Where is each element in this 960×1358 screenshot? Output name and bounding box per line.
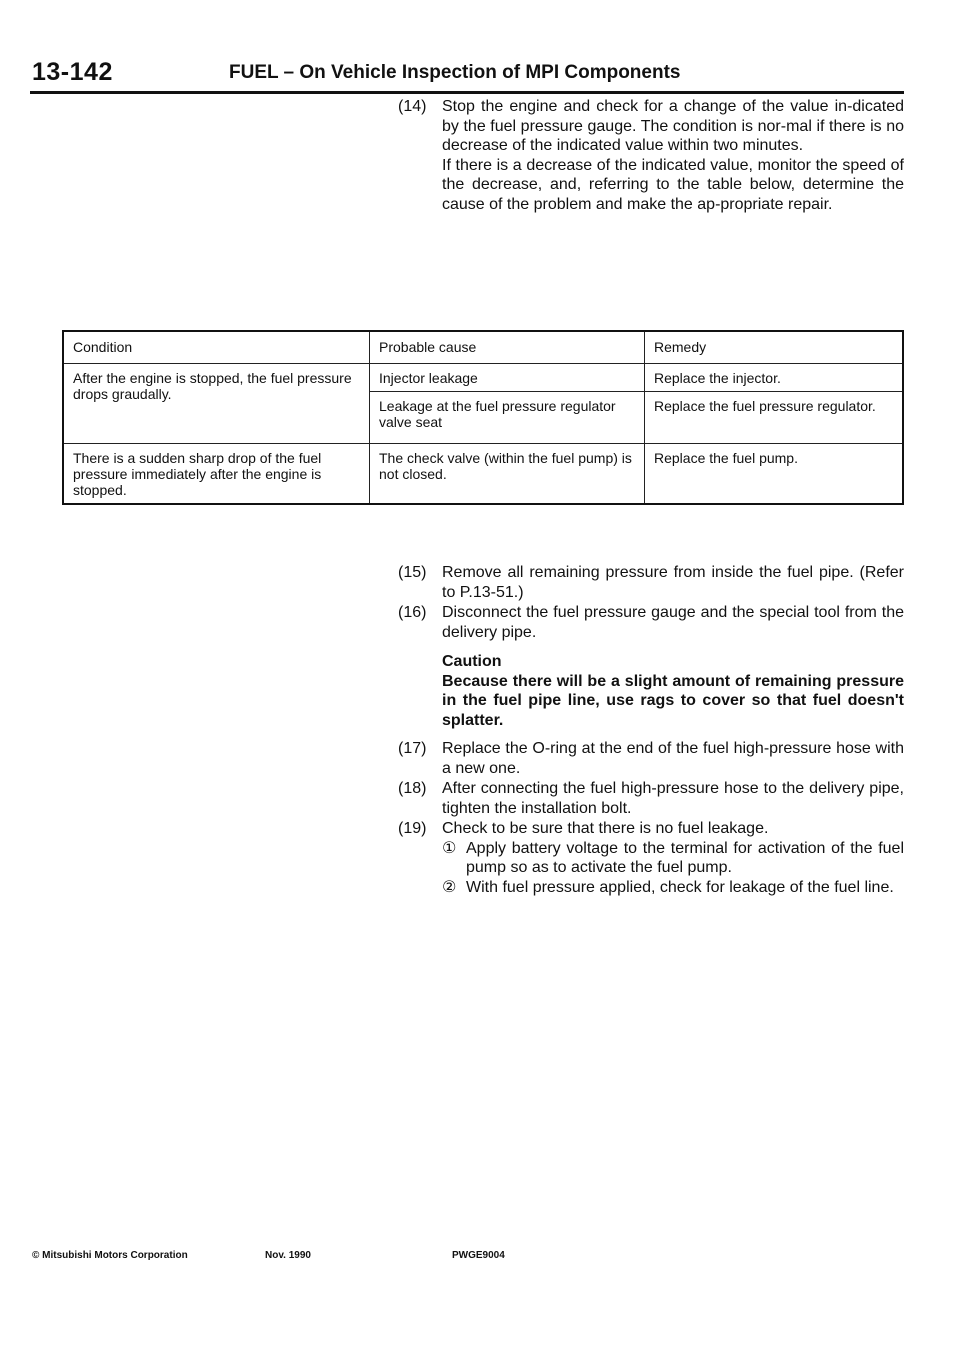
section-title: FUEL – On Vehicle Inspection of MPI Components	[229, 62, 681, 83]
step-16	[398, 603, 904, 642]
step-text: If there is a decrease of the indicated value, monitor the speed of the decrease, and, referring to the table below, determine the cause of the problem and make the ap-propriate repair.	[442, 156, 904, 213]
table-cell-remedy: Replace the fuel pressure regulator.	[645, 392, 904, 444]
step-number: (19)	[398, 820, 427, 837]
steps-upper	[398, 97, 904, 215]
caution-note	[442, 652, 904, 730]
header-rule	[30, 91, 904, 94]
step-18	[398, 779, 904, 818]
table-header-cell: Probable cause	[370, 331, 645, 364]
circled-number: ②	[442, 878, 457, 896]
step-text: Disconnect the fuel pressure gauge and the special tool from the delivery pipe.	[442, 604, 904, 641]
step-19	[398, 819, 904, 897]
step-number: (16)	[398, 604, 427, 621]
step-14	[398, 97, 904, 214]
step-text: After connecting the fuel high-pressure hose to the delivery pipe, tighten the installation bolt.	[442, 780, 904, 817]
circled-number: ①	[442, 839, 457, 857]
step-text: Remove all remaining pressure from inside the fuel pipe. (Refer to P.13-51.)	[442, 564, 904, 601]
substep-1	[442, 839, 904, 878]
page-header	[32, 58, 907, 92]
caution-text: Because there will be a slight amount of remaining pressure in the fuel pipe line, use rags to cover so that fuel doesn't splatter.	[442, 672, 904, 729]
table-cell-cause: Leakage at the fuel pressure regulator valve seat	[370, 392, 645, 444]
step-number: (18)	[398, 780, 427, 797]
table-cell-cause: Injector leakage	[370, 364, 645, 392]
step-17	[398, 739, 904, 778]
step-number: (15)	[398, 564, 427, 581]
table-cell-condition: There is a sudden sharp drop of the fuel pressure immediately after the engine is stopped.	[63, 444, 370, 505]
step-number: (14)	[398, 98, 427, 115]
step-text: Check to be sure that there is no fuel leakage.	[442, 820, 769, 837]
table-header-cell: Remedy	[645, 331, 904, 364]
page-number: 13-142	[32, 58, 113, 86]
footer-copyright: © Mitsubishi Motors Corporation	[32, 1250, 188, 1261]
table-header-cell: Condition	[63, 331, 370, 364]
troubleshooting-table	[62, 330, 904, 505]
table-cell-condition: After the engine is stopped, the fuel pressure drops graudally.	[63, 364, 370, 444]
step-15	[398, 563, 904, 602]
table-cell-remedy: Replace the injector.	[645, 364, 904, 392]
caution-title: Caution	[442, 653, 502, 670]
steps-lower	[398, 563, 904, 898]
table-row	[63, 444, 903, 505]
step-number: (17)	[398, 740, 427, 757]
step-text: Stop the engine and check for a change of the value in-dicated by the fuel pressure gauge. The condition is nor-mal if there is no decrease of the indicated value within two minutes.	[442, 98, 904, 154]
substep-2	[442, 878, 904, 898]
substep-text: With fuel pressure applied, check for leakage of the fuel line.	[466, 878, 894, 896]
table-cell-remedy: Replace the fuel pump.	[645, 444, 904, 505]
table-row	[63, 364, 903, 392]
step-text: Replace the O-ring at the end of the fuel high-pressure hose with a new one.	[442, 740, 904, 777]
footer-code: PWGE9004	[452, 1250, 505, 1261]
table-cell-cause: The check valve (within the fuel pump) is not closed.	[370, 444, 645, 505]
table-header-row	[63, 331, 903, 364]
substep-text: Apply battery voltage to the terminal for activation of the fuel pump so as to activate the fuel pump.	[466, 839, 904, 876]
footer-date: Nov. 1990	[265, 1250, 311, 1261]
